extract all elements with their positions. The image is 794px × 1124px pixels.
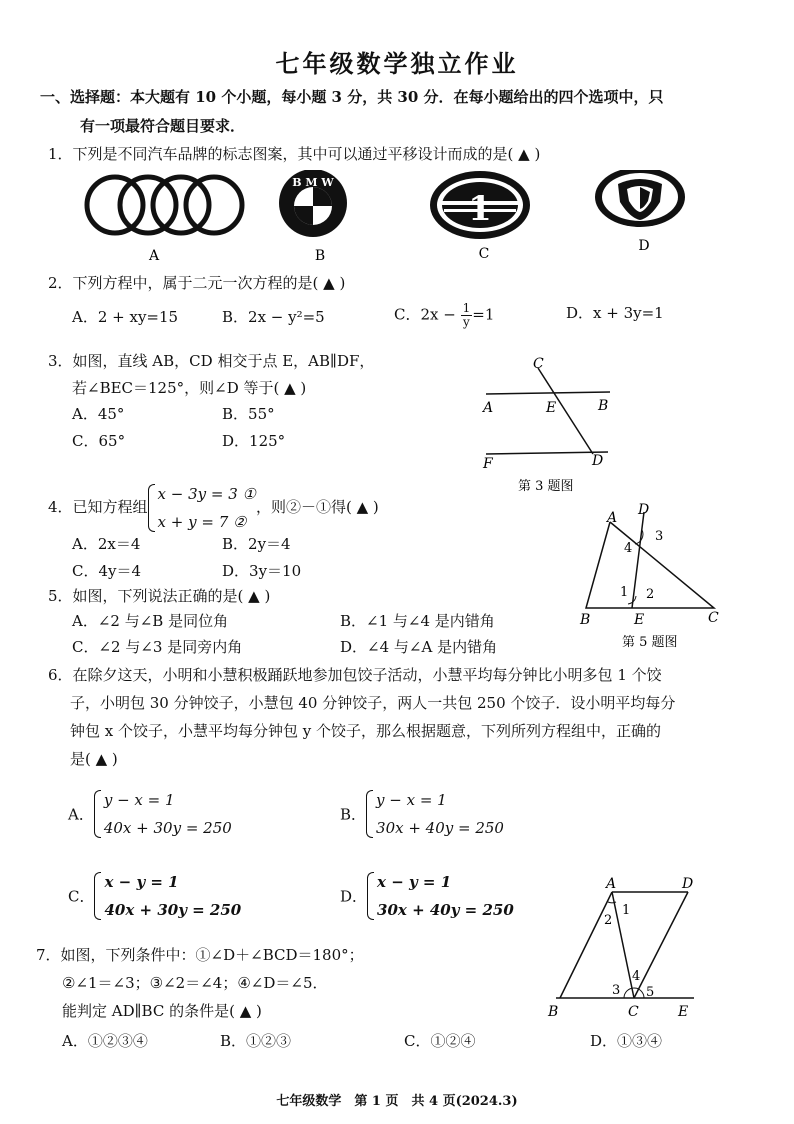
q7-label-2: 2 xyxy=(604,913,613,928)
q2-option-d: D．x + 3y=1 xyxy=(566,304,664,322)
q3-label-d: D xyxy=(592,453,604,469)
q6-line4: 是( ▲ ) xyxy=(70,750,118,768)
q6-line3: 钟包 x 个饺子，小慧平均每分钟包 y 个饺子，那么根据题意，下列所列方程组中，正确的 xyxy=(70,722,662,740)
q4-option-d: D．3y＝10 xyxy=(222,562,302,580)
q6-option-b: B． y − x = 1 30x + 40y = 250 xyxy=(340,786,504,842)
q7-option-a: A．①②③④ xyxy=(62,1032,148,1050)
q5-option-b: B．∠1 与∠4 是内错角 xyxy=(340,612,495,630)
section-heading-2: 有一项最符合题目要求． xyxy=(80,117,246,135)
q5-option-d: D．∠4 与∠A 是内错角 xyxy=(340,638,498,656)
q7-label-c: C xyxy=(628,1004,639,1020)
q2-option-b: B．2x − y²=5 xyxy=(222,308,325,326)
q6-line2: 子，小明包 30 分钟饺子，小慧包 40 分钟饺子，两人一共包 250 个饺子．设小明平均每分 xyxy=(70,694,676,712)
q7-label-e: E xyxy=(678,1004,689,1020)
q3-option-c: C．65° xyxy=(72,432,126,450)
q7-option-d: D．①③④ xyxy=(590,1032,663,1050)
q7-line3: 能判定 AD∥BC 的条件是( ▲ ) xyxy=(62,1002,262,1020)
q4-stem: 4．已知方程组 x − 3y = 3 ① x + y = 7 ② ，则②－①得( ▲ ) xyxy=(48,480,379,536)
q1-label-c: C xyxy=(478,246,490,262)
q1-label-b: B xyxy=(314,248,326,264)
q1-logos xyxy=(70,170,710,265)
q7-label-d: D xyxy=(682,876,694,892)
q5-label-2: 2 xyxy=(646,587,655,602)
q4-option-c: C．4y＝4 xyxy=(72,562,142,580)
q3-line1: 3．如图，直线 AB，CD 相交于点 E，AB∥DF， xyxy=(48,352,375,370)
q6-line1: 6．在除夕这天，小明和小慧积极踊跃地参加包饺子活动，小慧平均每分钟比小明多包 1 个饺 xyxy=(48,666,662,684)
q7-line2: ②∠1＝∠3；③∠2＝∠4；④∠D＝∠5． xyxy=(62,974,328,992)
q7-option-c: C．①②④ xyxy=(404,1032,476,1050)
q7-line1: 7．如图，下列条件中：①∠D＋∠BCD＝180°； xyxy=(36,946,364,964)
q5-label-3: 3 xyxy=(655,529,664,544)
q5-label-a: A xyxy=(607,510,618,526)
q3-label-c: C xyxy=(533,356,544,372)
q6-option-d: D． x − y = 1 30x + 40y = 250 xyxy=(340,868,514,924)
logo-c-text: 1 xyxy=(468,189,492,229)
q4-option-a: A．2x＝4 xyxy=(72,535,141,553)
q5-figure xyxy=(572,500,732,652)
q3-label-a: A xyxy=(483,400,494,416)
q3-option-d: D．125° xyxy=(222,432,286,450)
q3-option-b: B．55° xyxy=(222,405,275,423)
q3-label-f: F xyxy=(483,456,493,472)
q3-caption: 第 3 题图 xyxy=(518,479,574,494)
section-heading: 一、选择题：本大题有 10 个小题，每小题 3 分，共 30 分．在每小题给出的四个选项中，只 xyxy=(40,88,664,106)
q4-option-b: B．2y＝4 xyxy=(222,535,291,553)
q7-label-5: 5 xyxy=(646,985,655,1000)
q2-option-c: C．2x − $\frac{1}{y}$ =1 xyxy=(394,301,495,329)
q3-line2: 若∠BEC＝125°，则∠D 等于( ▲ ) xyxy=(72,379,307,397)
q2-option-a: A．2 + xy=15 xyxy=(72,308,179,326)
q5-label-d: D xyxy=(638,502,650,518)
q1-stem: 1．下列是不同汽车品牌的标志图案，其中可以通过平移设计而成的是( ▲ ) xyxy=(48,145,541,163)
q5-option-a: A．∠2 与∠B 是同位角 xyxy=(72,612,229,630)
bmw-text: B M W xyxy=(292,176,334,189)
q5-label-b: B xyxy=(580,612,591,628)
q7-label-b: B xyxy=(548,1004,559,1020)
audi-logo xyxy=(87,177,242,233)
q1-label-d: D xyxy=(638,238,650,254)
q2-stem: 2．下列方程中，属于二元一次方程的是( ▲ ) xyxy=(48,274,346,292)
q7-label-3: 3 xyxy=(612,983,621,998)
q7-figure xyxy=(540,872,710,1022)
q6-option-a: A． y − x = 1 40x + 30y = 250 xyxy=(68,786,232,842)
q3-label-b: B xyxy=(598,398,609,414)
bmw-logo xyxy=(279,170,347,237)
q6-option-c: C． x − y = 1 40x + 30y = 250 xyxy=(68,868,241,924)
q5-caption: 第 5 题图 xyxy=(622,635,678,650)
page-footer: 七年级数学 第 1 页 共 4 页(2024.3) xyxy=(276,1094,518,1109)
q7-label-1: 1 xyxy=(622,903,631,918)
page-title: 七年级数学独立作业 xyxy=(275,49,519,78)
q5-option-c: C．∠2 与∠3 是同旁内角 xyxy=(72,638,243,656)
q5-label-e: E xyxy=(634,612,645,628)
q7-label-4: 4 xyxy=(632,969,641,984)
q5-label-1: 1 xyxy=(620,585,629,600)
q7-option-b: B．①②③ xyxy=(220,1032,292,1050)
q3-figure xyxy=(478,350,628,498)
q1-label-a: A xyxy=(148,248,160,264)
q3-option-a: A．45° xyxy=(72,405,125,423)
logo-c xyxy=(430,171,530,239)
logo-d xyxy=(595,170,685,227)
q5-label-4: 4 xyxy=(624,541,633,556)
q7-label-a: A xyxy=(606,876,617,892)
q5-label-c: C xyxy=(708,610,719,626)
q5-stem: 5．如图，下列说法正确的是( ▲ ) xyxy=(48,587,271,605)
q3-label-e: E xyxy=(546,400,557,416)
